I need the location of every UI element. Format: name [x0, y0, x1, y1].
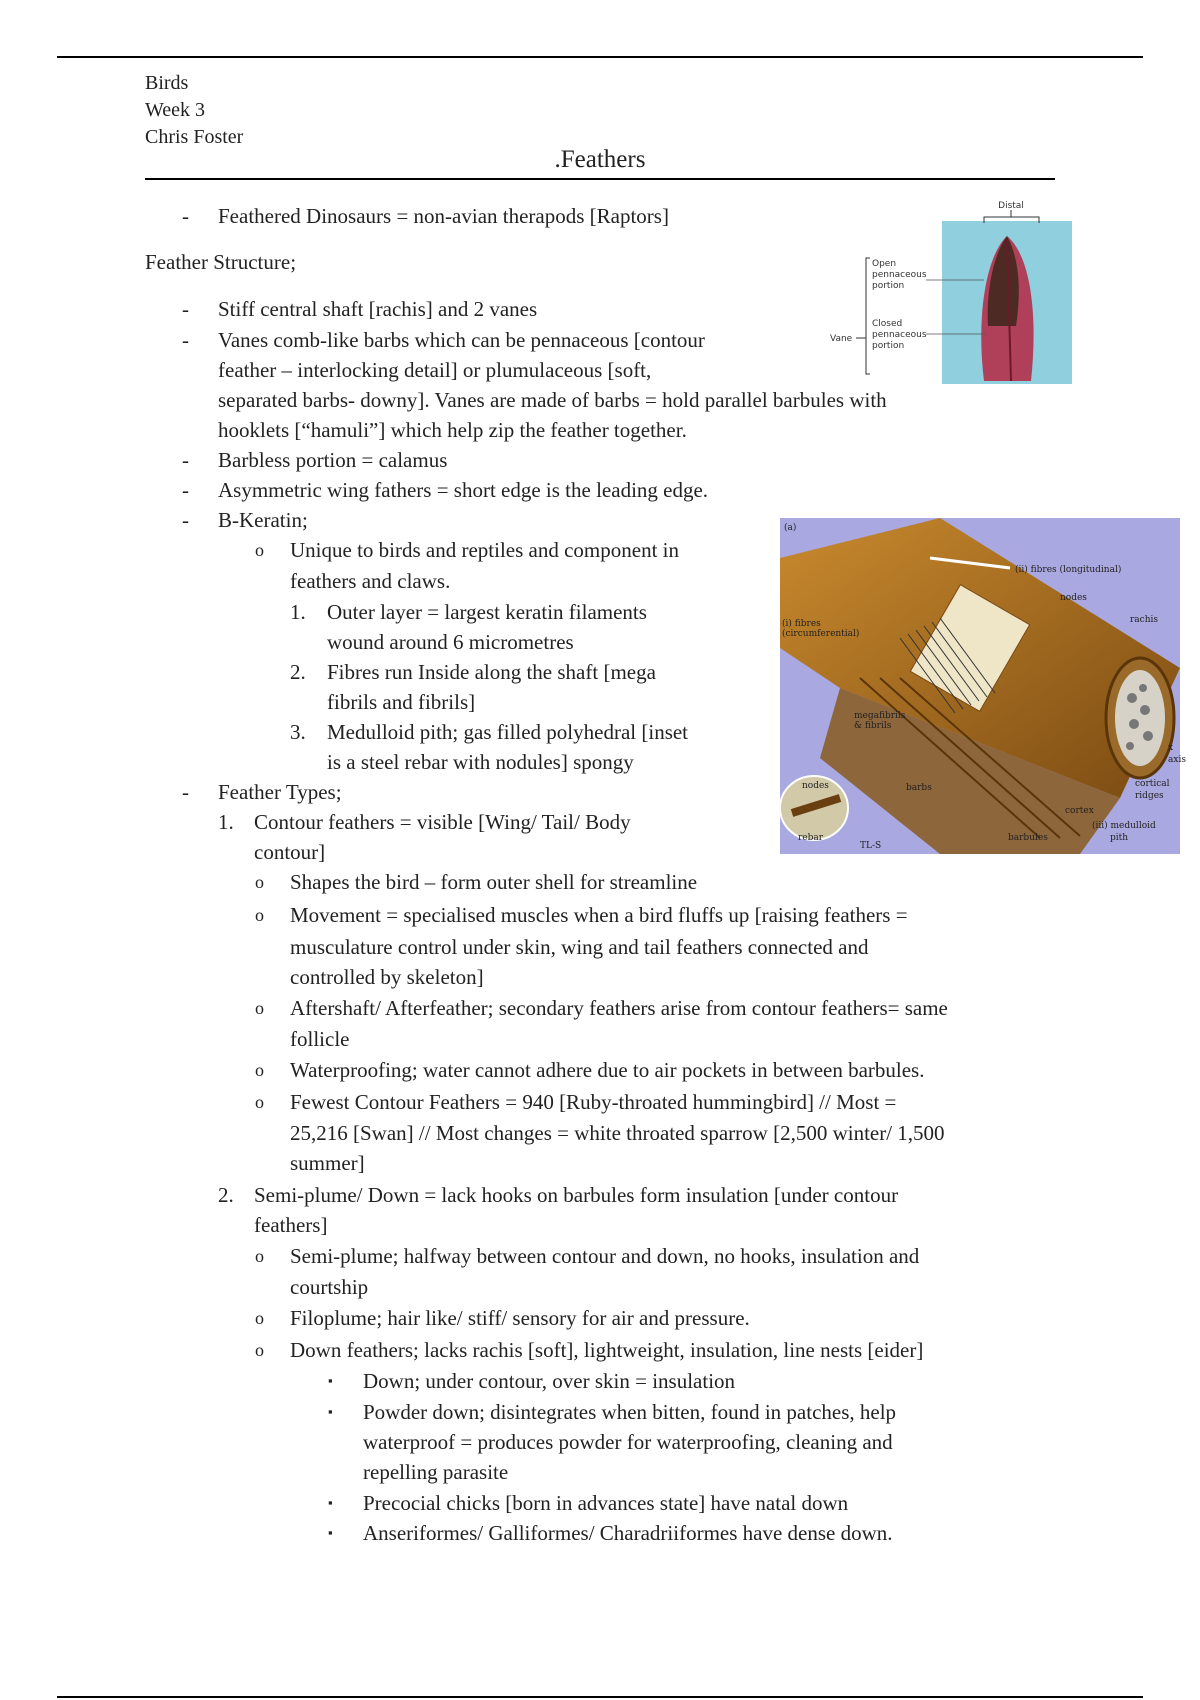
text-line: Fewest Contour Feathers = 940 [Ruby-throated hummingbird] // Most = [290, 1090, 897, 1114]
circle-bullet: o [255, 1308, 264, 1328]
text-line: is a steel rebar with nodules] spongy [327, 750, 634, 774]
text-line: Down; under contour, over skin = insulation [363, 1369, 736, 1393]
document-header [145, 70, 243, 151]
dash-marker: - [182, 297, 189, 321]
dash-marker: - [182, 448, 189, 472]
circle-bullet: o [255, 1060, 264, 1080]
text-line: summer] [290, 1151, 365, 1175]
square-bullet: ▪ [328, 1404, 333, 1419]
label-axis: axis [1168, 755, 1186, 765]
svg-text:pith: pith [1110, 833, 1129, 843]
text-line: Feather Types; [218, 780, 342, 804]
top-rule [57, 56, 1143, 58]
text-line: Fibres run Inside along the shaft [mega [327, 660, 656, 684]
label-fibres-longitudinal: (ii) fibres (longitudinal) [1015, 565, 1122, 575]
text-line: fibrils and fibrils] [327, 690, 476, 714]
list-number: 1. [218, 810, 234, 834]
label-medulloid-pith: (iii) medulloid [1092, 821, 1156, 831]
text-line: courtship [290, 1275, 369, 1299]
page-title: .Feathers [145, 146, 1055, 180]
dash-marker: - [182, 328, 189, 352]
circle-bullet: o [255, 1246, 264, 1266]
label-cortex: cortex [1065, 806, 1094, 816]
text-line: 25,216 [Swan] // Most changes = white throated sparrow [2,500 winter/ 1,500 [290, 1121, 945, 1145]
text-line: Unique to birds and reptiles and component in [290, 538, 680, 562]
text-line: Shapes the bird – form outer shell for streamline [290, 870, 698, 894]
text-line: Aftershaft/ Afterfeather; secondary feathers arise from contour feathers= same [290, 996, 948, 1020]
text-line: controlled by skeleton] [290, 965, 484, 989]
text-line: Semi-plume; halfway between contour and down, no hooks, insulation and [290, 1244, 920, 1268]
svg-text:portion: portion [872, 281, 905, 291]
label-panel: (a) [784, 523, 797, 533]
text-line: Stiff central shaft [rachis] and 2 vanes [218, 297, 538, 321]
text-line: Barbless portion = calamus [218, 448, 448, 472]
text-line: Medulloid pith; gas filled polyhedral [inset [327, 720, 689, 744]
text-line: Powder down; disintegrates when bitten, found in patches, help [363, 1400, 897, 1424]
label-rebar: rebar [798, 833, 824, 843]
circle-bullet: o [255, 1340, 264, 1360]
label-inset-nodes: nodes [802, 781, 829, 791]
svg-text:portion: portion [872, 341, 905, 351]
label-fibres-circumferential: (i) fibres [782, 619, 821, 629]
dash-marker: - [182, 508, 189, 532]
rachis-structure-figure [780, 518, 1186, 854]
svg-text:pennaceous: pennaceous [872, 330, 927, 340]
label-megafibrils: megafibrils [854, 711, 906, 721]
text-line: feathers] [254, 1213, 328, 1237]
section-heading: Feather Structure; [145, 250, 297, 274]
text-line: contour] [254, 840, 326, 864]
list-number: 3. [290, 720, 306, 744]
list-number: 2. [290, 660, 306, 684]
svg-text:& fibrils: & fibrils [854, 721, 892, 731]
text-line: Down feathers; lacks rachis [soft], lightweight, insulation, line nests [eider] [290, 1338, 924, 1362]
text-line: Waterproofing; water cannot adhere due to air pockets in between barbules. [290, 1058, 925, 1082]
text-line: separated barbs- downy]. Vanes are made of barbs = hold parallel barbules with [218, 388, 887, 412]
text-line: Outer layer = largest keratin filaments [327, 600, 647, 624]
text-line: Vanes comb-like barbs which can be pennaceous [contour [218, 328, 705, 352]
label-nodes: nodes [1060, 593, 1087, 603]
text-line: Precocial chicks [born in advances state] have natal down [363, 1491, 849, 1515]
text-line: feather – interlocking detail] or plumulaceous [soft, [218, 358, 652, 382]
square-bullet: ▪ [328, 1525, 333, 1540]
text-line: wound around 6 micrometres [327, 630, 574, 654]
label-rachis: rachis [1130, 615, 1159, 625]
label-closed: Closed [872, 319, 903, 329]
text-line: hooklets [“hamuli”] which help zip the feather together. [218, 418, 687, 442]
text-line: Filoplume; hair like/ stiff/ sensory for air and pressure. [290, 1306, 750, 1330]
label-open: Open [872, 259, 897, 269]
text-line: Semi-plume/ Down = lack hooks on barbules form insulation [under contour [254, 1183, 899, 1207]
label-x: x [1168, 743, 1174, 753]
circle-bullet: o [255, 905, 264, 925]
label-barbules: barbules [1008, 833, 1048, 843]
text-line: Movement = specialised muscles when a bird fluffs up [raising feathers = [290, 903, 908, 927]
label-vane: Vane [830, 334, 853, 344]
circle-bullet: o [255, 540, 264, 560]
svg-text:pennaceous: pennaceous [872, 270, 927, 280]
dash-marker: - [182, 780, 189, 804]
square-bullet: ▪ [328, 1373, 333, 1388]
circle-bullet: o [255, 998, 264, 1018]
bottom-rule [57, 1696, 1143, 1698]
subject: Birds [145, 72, 189, 94]
svg-text:(circumferential): (circumferential) [782, 629, 860, 639]
text-line: Contour feathers = visible [Wing/ Tail/ Body [254, 810, 631, 834]
text-line: feathers and claws. [290, 569, 451, 593]
text-line: Feathered Dinosaurs = non-avian therapods [Raptors] [218, 204, 669, 228]
text-line: repelling parasite [363, 1460, 509, 1484]
text-line: Asymmetric wing fathers = short edge is the leading edge. [218, 478, 709, 502]
svg-text:ridges: ridges [1135, 791, 1164, 801]
label-cortical-ridges: cortical [1135, 779, 1170, 789]
text-line: B-Keratin; [218, 508, 308, 532]
label-tls: TL-S [860, 841, 882, 851]
label-distal: Distal [998, 201, 1024, 211]
text-line: Anseriformes/ Galliformes/ Charadriiformes have dense down. [363, 1521, 893, 1545]
dash-marker: - [182, 204, 189, 228]
square-bullet: ▪ [328, 1495, 333, 1510]
circle-bullet: o [255, 872, 264, 892]
list-number: 1. [290, 600, 306, 624]
text-line: musculature control under skin, wing and tail feathers connected and [290, 935, 869, 959]
dash-marker: - [182, 478, 189, 502]
author: Chris Foster [145, 126, 244, 148]
text-line: waterproof = produces powder for waterproofing, cleaning and [363, 1430, 893, 1454]
circle-bullet: o [255, 1092, 264, 1112]
feather-vane-figure [826, 196, 1116, 386]
text-line: follicle [290, 1027, 350, 1051]
week: Week 3 [145, 99, 206, 121]
list-number: 2. [218, 1183, 234, 1207]
label-barbs: barbs [906, 783, 932, 793]
